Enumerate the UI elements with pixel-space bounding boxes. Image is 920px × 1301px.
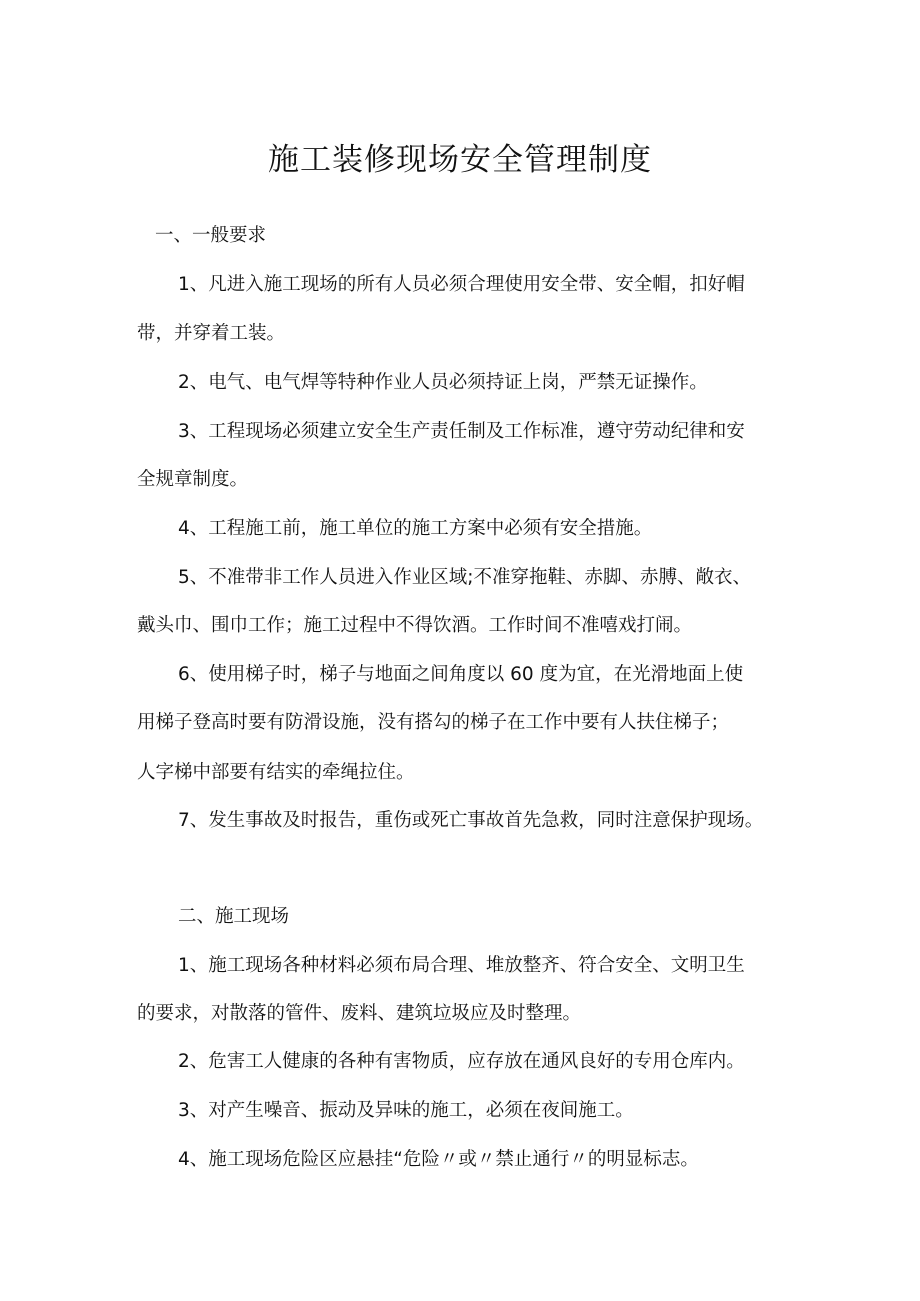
paragraph-line: 2、危害工人健康的各种有害物质，应存放在通风良好的专用仓库内。 [178, 1051, 745, 1072]
paragraph-line: 4、施工现场危险区应悬挂“危险〃或〃禁止通行〃的明显标志。 [178, 1149, 699, 1170]
paragraph-line: 戴头巾、围巾工作；施工过程中不得饮酒。工作时间不准嘻戏打闹。 [137, 615, 693, 636]
paragraph-line: 3、对产生噪音、振动及异味的施工，必须在夜间施工。 [178, 1100, 634, 1121]
paragraph-line: 4、工程施工前，施工单位的施工方案中必须有安全措施。 [178, 518, 653, 539]
paragraph-line: 3、工程现场必须建立安全生产责任制及工作标准，遵守劳动纪律和安 [178, 421, 745, 442]
paragraph-line: 2、电气、电气焊等特种作业人员必须持证上岗，严禁无证操作。 [178, 372, 708, 393]
paragraph-line: 的要求，对散落的管件、废料、建筑垃圾应及时整理。 [137, 1003, 582, 1024]
section-1-heading: 一、一般要求 [155, 225, 267, 246]
paragraph-line: 带，并穿着工装。 [137, 323, 286, 344]
paragraph-line: 1、凡进入施工现场的所有人员必须合理使用安全带、安全帽，扣好帽 [178, 274, 745, 295]
paragraph-line: 1、施工现场各种材料必须布局合理、堆放整齐、符合安全、文明卫生 [178, 955, 745, 976]
document-title: 施工装修现场安全管理制度 [268, 142, 652, 178]
section-2-heading: 二、施工现场 [178, 906, 290, 927]
paragraph-line: 6、使用梯子时，梯子与地面之间角度以 60 度为宜，在光滑地面上使 [178, 664, 744, 685]
paragraph-line: 全规章制度。 [137, 469, 249, 490]
paragraph-line: 人字梯中部要有结实的牵绳拉住。 [137, 762, 415, 783]
paragraph-line: 用梯子登高时要有防滑设施，没有搭勾的梯子在工作中要有人扶住梯子； [137, 712, 730, 733]
paragraph-line: 7、发生事故及时报告，重伤或死亡事故首先急救，同时注意保护现场。 [178, 810, 764, 831]
paragraph-line: 5、不准带非工作人员进入作业区域;不准穿拖鞋、赤脚、赤膊、敞衣、 [178, 567, 752, 588]
